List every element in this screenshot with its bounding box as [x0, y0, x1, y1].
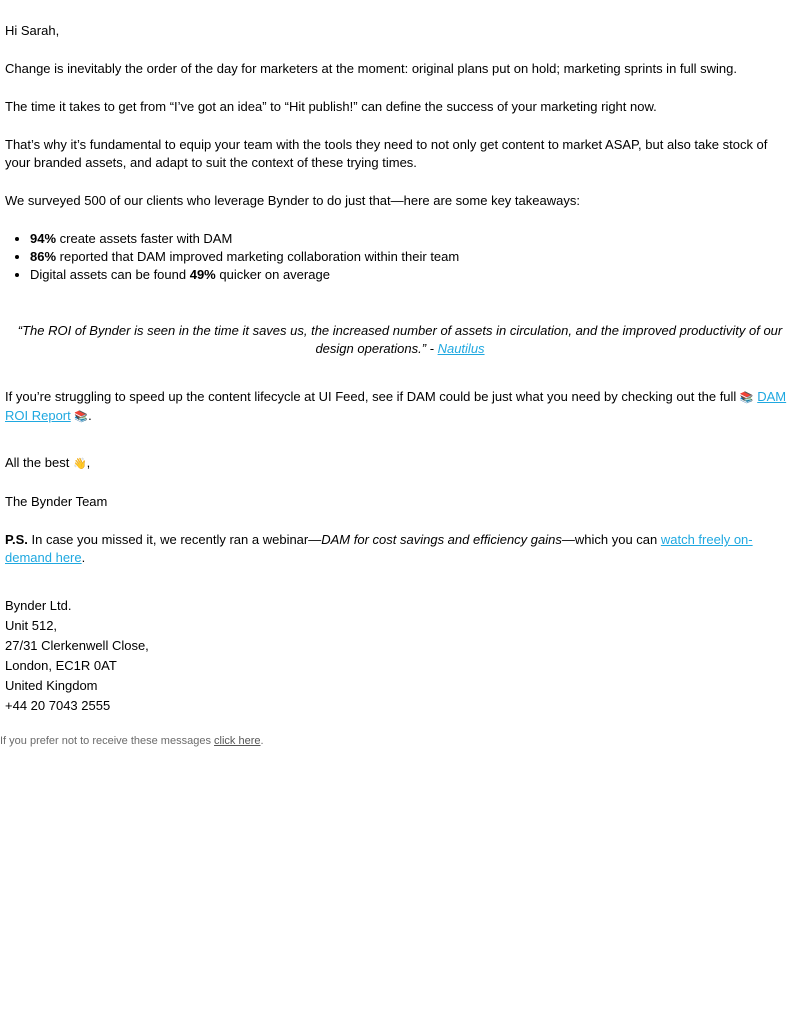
quote-text: “The ROI of Bynder is seen in the time it saves us, the increased number of assets in circulation, and the improved productivity of our design operations.” -: [17, 323, 783, 356]
stat-prefix: Digital assets can be found: [30, 267, 190, 282]
team-signature: The Bynder Team: [5, 494, 108, 509]
webinar-link[interactable]: watch freely on-demand here: [5, 532, 753, 565]
footer-end: .: [260, 735, 264, 747]
greeting: Hi Sarah,: [5, 23, 60, 38]
stat-text: quicker on average: [215, 267, 330, 282]
list-item: [30, 230, 790, 248]
ps-paragraph: [5, 531, 790, 567]
testimonial-quote: [5, 322, 790, 358]
signoff-end: ,: [86, 455, 91, 470]
address-country: United Kingdom: [5, 678, 98, 693]
webinar-title: DAM for cost savings and efficiency gains: [321, 532, 562, 547]
timing-paragraph: The time it takes to get from “I’ve got an idea” to “Hit publish!” can define the success of your marketing right now.: [5, 99, 657, 114]
books-icon: 📚: [739, 392, 754, 404]
roi-report-link[interactable]: DAM ROI Report: [5, 389, 787, 423]
ps-text: —which you can: [561, 532, 661, 547]
ps-text: In case you missed it, we recently ran a webinar—: [27, 532, 322, 547]
cta-text: If you’re struggling to speed up the content lifecycle at UI Feed, see if DAM could be just what you need by checking out the full: [5, 389, 740, 404]
cta-end: .: [88, 408, 92, 423]
address-line: 27/31 Clerkenwell Close,: [5, 638, 149, 653]
quote-source-link[interactable]: Nautilus: [437, 341, 485, 356]
address-line: London, EC1R 0AT: [5, 658, 117, 673]
takeaways-list: [5, 230, 790, 284]
unsubscribe-footer: [0, 733, 264, 749]
signoff: [5, 454, 790, 473]
company-address: [5, 596, 790, 716]
unsubscribe-link[interactable]: click here: [214, 735, 261, 747]
books-icon: 📚: [74, 411, 89, 423]
company-name: Bynder Ltd.: [5, 598, 72, 613]
cta-paragraph: [5, 388, 790, 426]
survey-paragraph: We surveyed 500 of our clients who leverage Bynder to do just that—here are some key takeaways:: [5, 193, 580, 208]
signoff-text: All the best: [5, 455, 73, 470]
ps-label: P.S.: [5, 532, 28, 547]
intro-paragraph: Change is inevitably the order of the day for marketers at the moment: original plans put on hold; marketing sprints in full swing.: [5, 61, 737, 76]
list-item: [30, 248, 790, 266]
waving-hand-icon: 👋: [72, 458, 87, 470]
stat-value: 49%: [189, 267, 216, 282]
stat-value: 86%: [30, 249, 57, 264]
equip-team-paragraph: That’s why it’s fundamental to equip your team with the tools they need to not only get content to market ASAP, but also take stock of your branded assets, and adapt to suit the context of these trying times.: [5, 137, 768, 170]
stat-text: create assets faster with DAM: [56, 231, 233, 246]
ps-end: .: [81, 550, 86, 565]
stat-value: 94%: [30, 231, 57, 246]
phone-number: +44 20 7043 2555: [5, 698, 111, 713]
address-line: Unit 512,: [5, 618, 58, 633]
list-item: [30, 266, 790, 284]
footer-text: If you prefer not to receive these messages: [0, 735, 215, 747]
stat-text: reported that DAM improved marketing collaboration within their team: [56, 249, 460, 264]
email-body: [5, 22, 790, 716]
